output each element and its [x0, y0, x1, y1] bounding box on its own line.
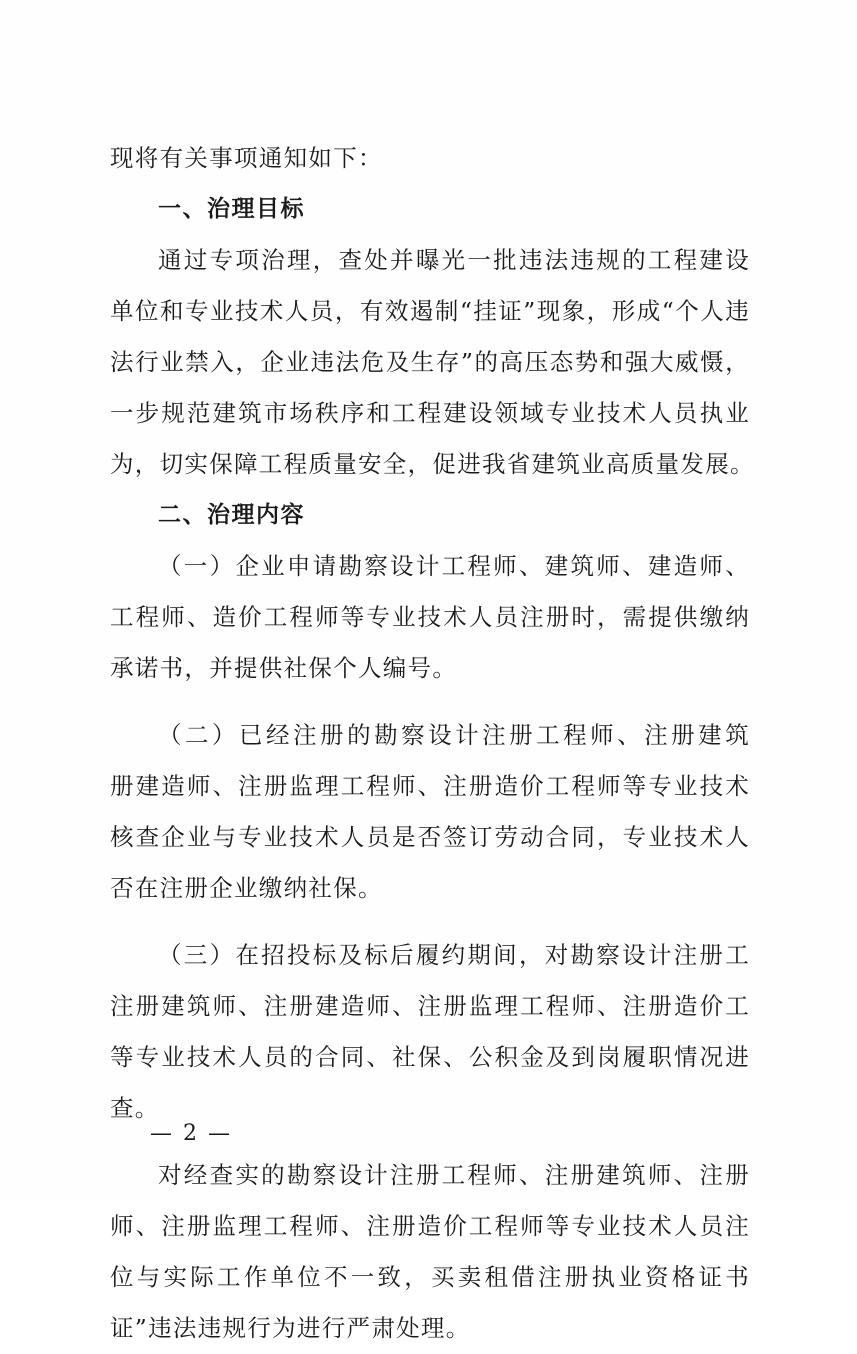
section-heading-goals: 一、治理目标 — [158, 196, 305, 222]
paragraph-line: 否在注册企业缴纳社保。 — [110, 874, 383, 902]
paragraph-line: 证”违法违规行为进行严肃处理。 — [110, 1314, 471, 1342]
section-heading-content: 二、治理内容 — [158, 502, 305, 528]
paragraph-line: 师、注册监理工程师、注册造价工程师等专业技术人员注 — [110, 1212, 750, 1240]
intro-line: 现将有关事项通知如下： — [110, 144, 383, 172]
paragraph-line: （三）在招投标及标后履约期间，对勘察设计注册工 — [158, 941, 750, 969]
paragraph-line: 等专业技术人员的合同、社保、公积金及到岗履职情况进 — [110, 1043, 750, 1071]
paragraph-line: （二）已经注册的勘察设计注册工程师、注册建筑 — [158, 721, 750, 749]
paragraph-line: （一）企业申请勘察设计工程师、建筑师、建造师、 — [158, 552, 750, 580]
paragraph-goals — [110, 235, 755, 490]
paragraph-line: 位与实际工作单位不一致，买卖租借注册执业资格证书 — [110, 1263, 750, 1291]
paragraph-line: 承诺书，并提供社保个人编号。 — [110, 654, 458, 682]
page-number: — 2 — — [150, 1121, 232, 1146]
paragraph-line: 查。 — [110, 1094, 160, 1122]
document-body — [110, 133, 755, 1354]
paragraph-line: 核查企业与专业技术人员是否签订劳动合同，专业技术人 — [110, 823, 750, 851]
paragraph-item-1 — [110, 541, 750, 694]
paragraph-line: 对经查实的勘察设计注册工程师、注册建筑师、注册 — [158, 1161, 750, 1189]
paragraph-line: 通过专项治理，查处并曝光一批违法违规的工程建设 — [158, 246, 750, 274]
paragraph-line: 册建造师、注册监理工程师、注册造价工程师等专业技术 — [110, 772, 750, 800]
paragraph-line: 工程师、造价工程师等专业技术人员注册时，需提供缴纳 — [110, 603, 750, 631]
paragraph-line: 法行业禁入，企业违法危及生存”的高压态势和强大威慑， — [110, 348, 750, 376]
paragraph-item-2 — [110, 710, 750, 914]
paragraph-line: 单位和专业技术人员，有效遏制“挂证”现象，形成“个人违 — [110, 297, 750, 325]
paragraph-line: 注册建筑师、注册建造师、注册监理工程师、注册造价工 — [110, 992, 750, 1020]
paragraph-item-3 — [110, 930, 750, 1134]
paragraph-line: 一步规范建筑市场秩序和工程建设领域专业技术人员执业 — [110, 399, 750, 427]
paragraph-closing — [110, 1150, 750, 1354]
paragraph-line: 为，切实保障工程质量安全，促进我省建筑业高质量发展。 — [110, 450, 755, 478]
